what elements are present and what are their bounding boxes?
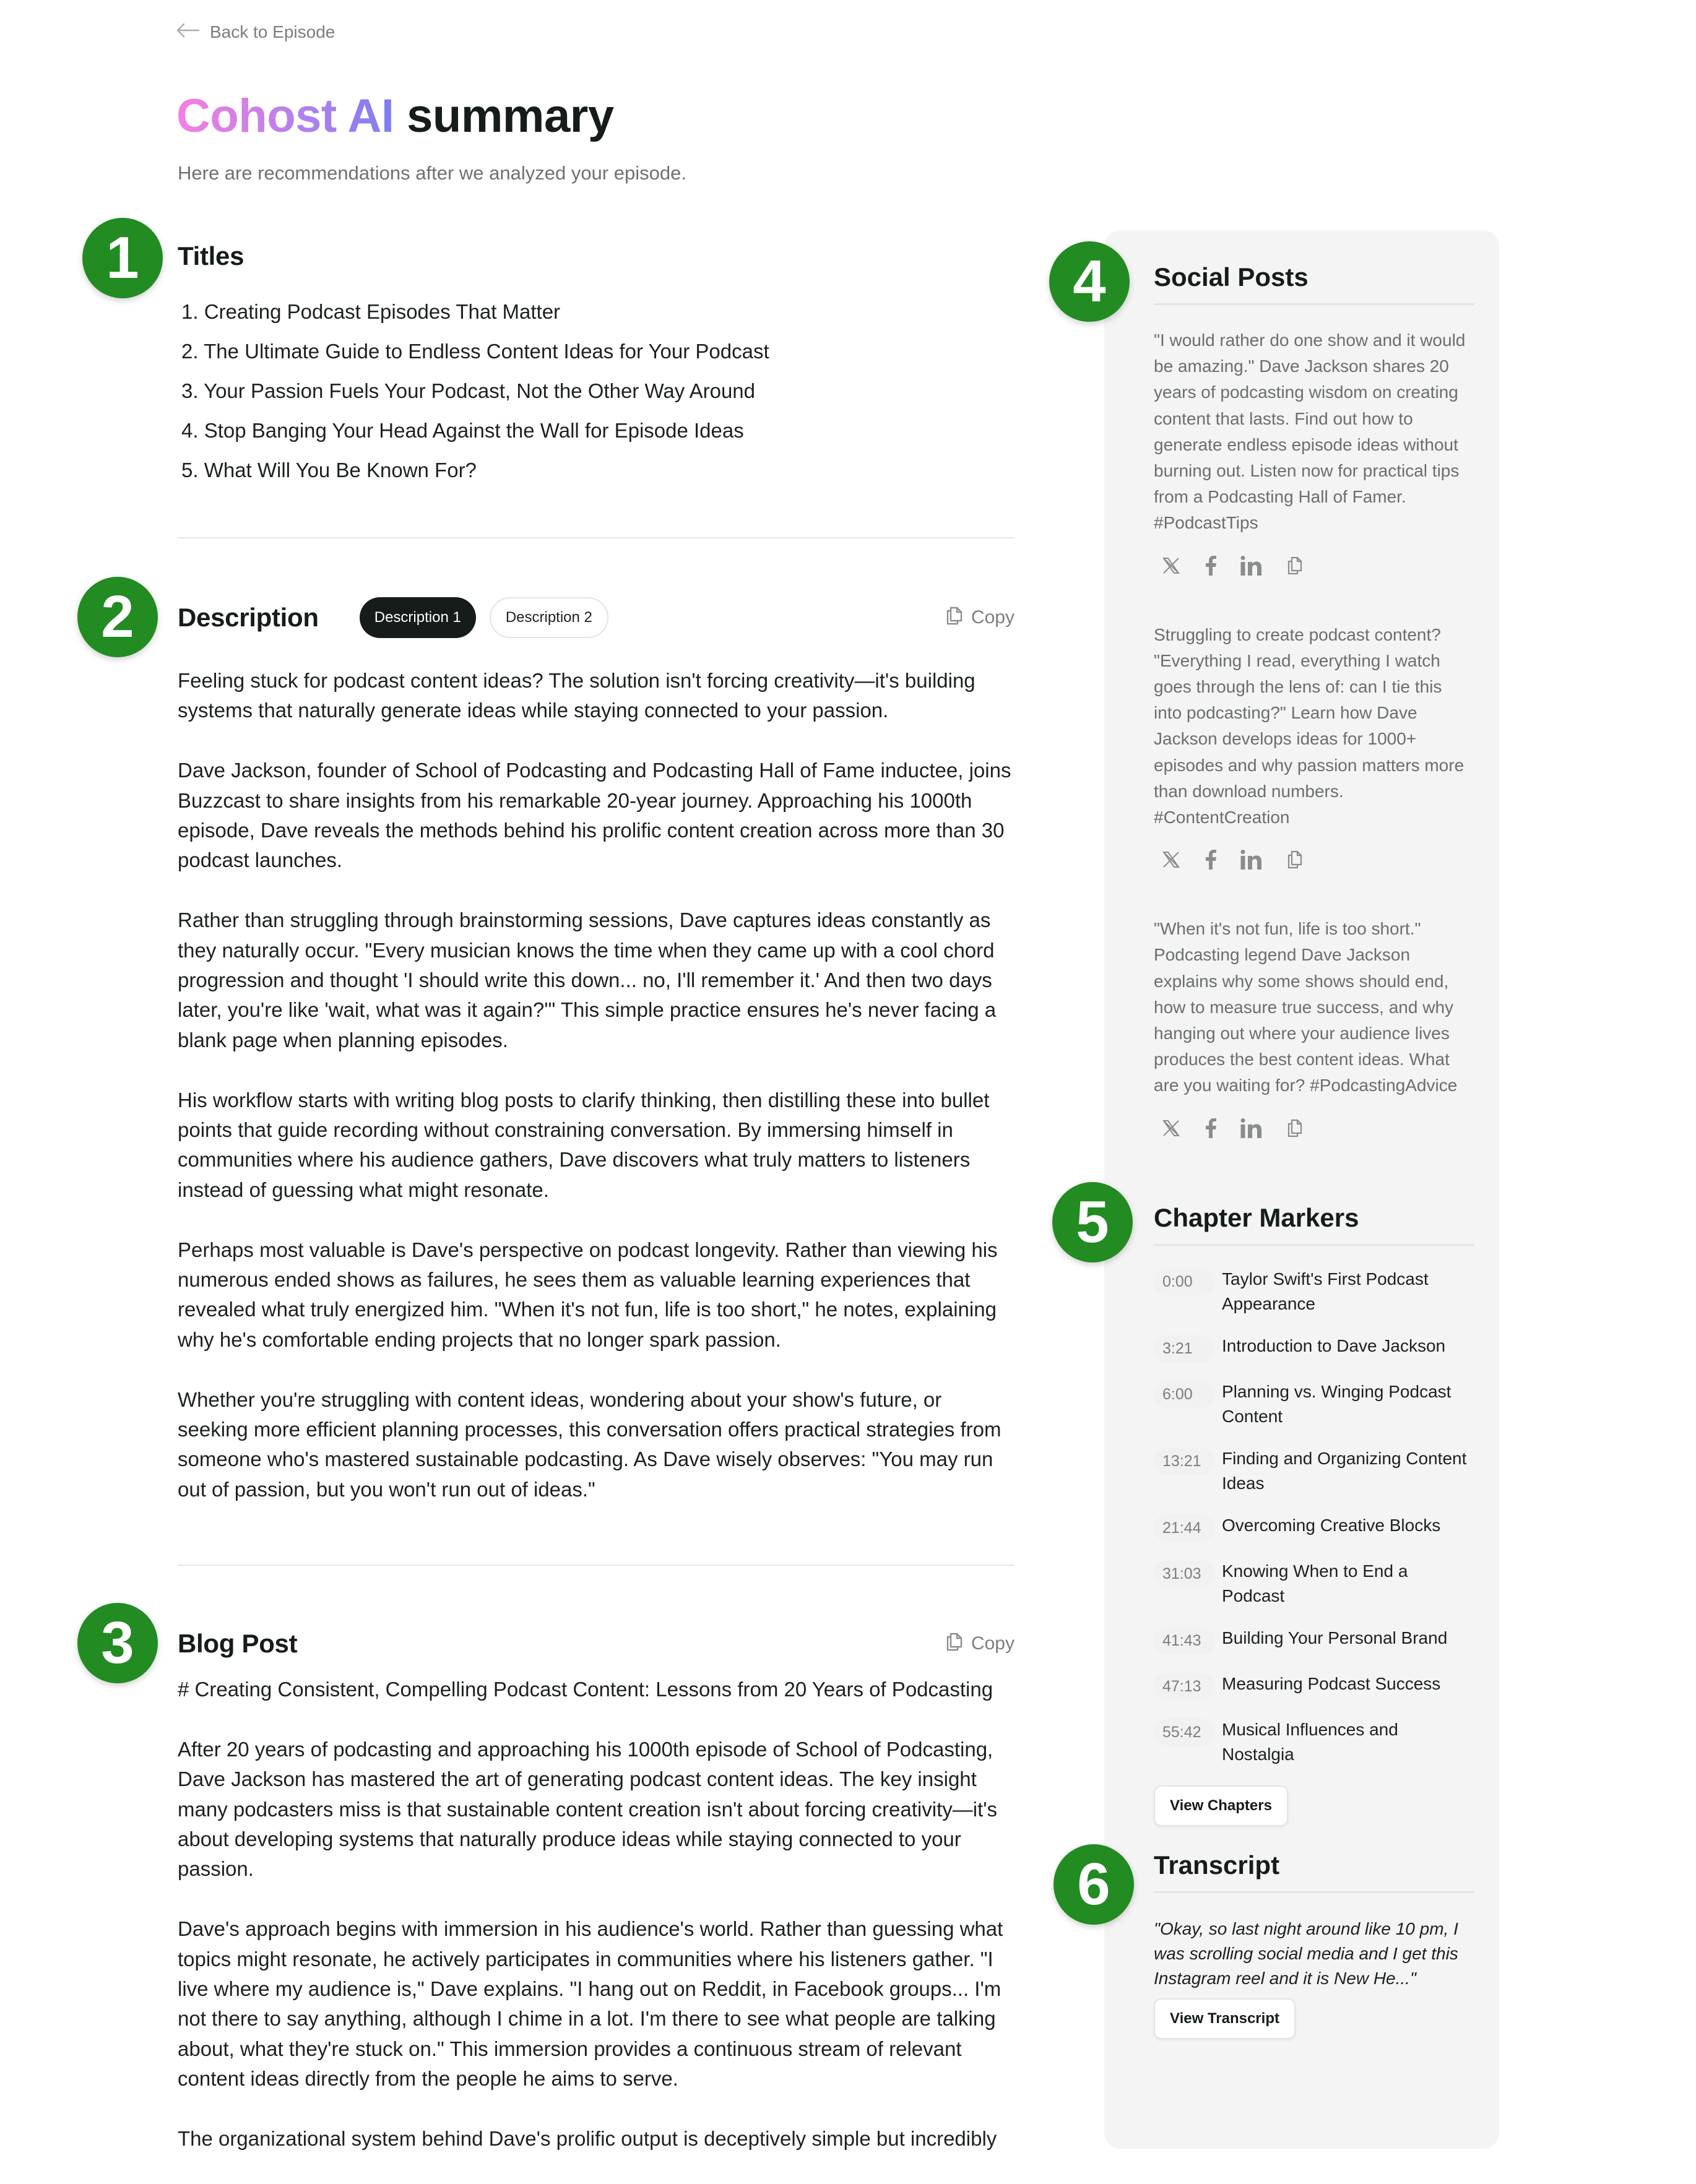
back-to-episode-link[interactable] [176, 22, 335, 42]
step-badge-1: 1 [82, 218, 163, 298]
chapter-item[interactable] [1154, 1513, 1474, 1542]
social-post-text: Struggling to create podcast content? "Everything I read, everything I watch goes through the lens of: can I tie this into podcasting?" Learn how Dave Jackson develops ideas for 1000+ episodes and why passion matters more than download numbers. #ContentCreation [1154, 624, 1465, 827]
social-posts-heading: Social Posts [1154, 262, 1474, 305]
copy-blog-button[interactable] [945, 1631, 1015, 1657]
chapter-timestamp: 3:21 [1154, 1335, 1214, 1362]
facebook-icon[interactable] [1205, 1118, 1217, 1138]
chapter-title: Overcoming Creative Blocks [1222, 1516, 1441, 1535]
chapter-title: Introduction to Dave Jackson [1222, 1336, 1446, 1355]
x-icon[interactable] [1161, 850, 1181, 870]
chapter-title: Taylor Swift's First Podcast Appearance [1222, 1269, 1429, 1313]
step-badge-2: 2 [77, 577, 158, 657]
chapter-item[interactable] [1154, 1626, 1474, 1654]
chapter-title: Building Your Personal Brand [1222, 1628, 1448, 1647]
chapter-title: Planning vs. Winging Podcast Content [1222, 1382, 1452, 1426]
chapter-markers-section [1154, 1203, 1474, 1826]
blog-paragraph: # Creating Consistent, Compelling Podcast Content: Lessons from 20 Years of Podcasting [178, 1678, 993, 1701]
chapter-timestamp: 0:00 [1154, 1268, 1214, 1295]
linkedin-icon[interactable] [1240, 850, 1263, 870]
description-paragraph: Perhaps most valuable is Dave's perspective on podcast longevity. Rather than viewing his numerous ended shows as failures, he sees them as valuable learning experiences that revealed what truly energized him. "When it's not fun, life is too short," he notes, explaining why he's comfortable ending projects that no longer spark passion. [178, 1238, 998, 1351]
x-icon[interactable] [1161, 1118, 1181, 1138]
copy-label: Copy [971, 1633, 1015, 1654]
chapter-item[interactable] [1154, 1334, 1474, 1362]
chapter-item[interactable] [1154, 1446, 1474, 1496]
arrow-left-icon [176, 22, 200, 42]
linkedin-icon[interactable] [1240, 556, 1263, 576]
chapter-item[interactable] [1154, 1379, 1474, 1429]
step-badge-4: 4 [1049, 241, 1130, 322]
social-post [1154, 327, 1474, 581]
title-item: 4. Stop Banging Your Head Against the Wall for Episode Ideas [181, 419, 744, 442]
chapter-title: Finding and Organizing Content Ideas [1222, 1449, 1467, 1493]
facebook-icon[interactable] [1205, 850, 1217, 870]
step-badge-3: 3 [77, 1603, 158, 1683]
view-transcript-button[interactable]: View Transcript [1154, 1998, 1296, 2039]
social-post-text: "When it's not fun, life is too short." Podcasting legend Dave Jackson explains why some shows should end, how to measure true success, and why hanging out where your audience lives produces the best content ideas. What are you waiting for? #PodcastingAdvice [1154, 919, 1458, 1095]
description-paragraph: His workflow starts with writing blog posts to clarify thinking, then distilling these into bullet points that guide recording without constraining conversation. By immersing himself in communities where his audience gathers, Dave discovers what truly matters to listeners instead of guessing what might resonate. [178, 1088, 990, 1201]
title-item: 2. The Ultimate Guide to Endless Content Ideas for Your Podcast [181, 340, 769, 363]
copy-label: Copy [971, 607, 1015, 628]
page-subtitle: Here are recommendations after we analyzed your episode. [178, 162, 686, 184]
share-icons [1154, 844, 1474, 875]
blog-paragraph: Dave's approach begins with immersion in his audience's world. Rather than guessing what topics might resonate, he actively participates in communities where his listeners gather. "I live where my audience is," Dave explains. "I hang out on Reddit, in Facebook groups... I'm not there to say anything, although I chime in a lot. I'm there to see what people are talking about, what they're stuck on." This immersion provides a continuous stream of relevant content ideas directly from the people he aims to serve. [178, 1917, 1003, 2091]
title-item: 3. Your Passion Fuels Your Podcast, Not the Other Way Around [181, 379, 755, 402]
description-paragraph: Whether you're struggling with content ideas, wondering about your show's future, or seeking more efficient planning processes, this conversation offers practical strategies from someone who's mastered sustainable podcasting. As Dave wisely observes: "You may run out of passion, but you won't run out of ideas." [178, 1388, 1002, 1501]
copy-description-button[interactable] [945, 605, 1015, 631]
social-posts-section [1154, 262, 1474, 1144]
transcript-excerpt: "Okay, so last night around like 10 pm, I was scrolling social media and I get this Instagram reel and it is New He..." [1154, 1919, 1458, 1988]
chapter-timestamp: 6:00 [1154, 1381, 1214, 1408]
copy-icon[interactable] [1286, 556, 1304, 576]
description-heading: Description [178, 603, 319, 632]
brand-name: Cohost AI [176, 90, 394, 142]
description-paragraph: Rather than struggling through brainstorming sessions, Dave captures ideas constantly as they naturally occur. "Every musician knows the time when they came up with a cool chord progression and thought 'I should write this down... no, I'll remember it.' And then two days later, you're like 'wait, what was it again?'" This simple practice ensures he's never facing a blank page when planning episodes. [178, 909, 997, 1051]
tab-description-2[interactable]: Description 2 [490, 597, 608, 638]
description-paragraph: Feeling stuck for podcast content ideas? The solution isn't forcing creativity—it's building systems that naturally generate ideas while staying connected to your passion. [178, 669, 976, 722]
x-icon[interactable] [1161, 556, 1181, 576]
step-badge-6: 6 [1054, 1844, 1134, 1925]
title-item: 5. What Will You Be Known For? [181, 459, 477, 481]
chapter-title: Musical Influences and Nostalgia [1222, 1720, 1398, 1764]
chapter-timestamp: 47:13 [1154, 1673, 1214, 1700]
chapter-item[interactable] [1154, 1717, 1474, 1767]
blog-paragraph: The organizational system behind Dave's prolific output is deceptively simple but incredibly [178, 2127, 997, 2151]
chapter-markers-heading: Chapter Markers [1154, 1203, 1474, 1246]
transcript-section [1154, 1850, 1474, 2039]
social-post-text: "I would rather do one show and it would be amazing." Dave Jackson shares 20 years of podcasting wisdom on creating content that lasts. Find out how to generate endless episode ideas without burning out. Listen now for practical tips from a Podcasting Hall of Famer. #PodcastTips [1154, 330, 1466, 533]
chapter-timestamp: 13:21 [1154, 1448, 1214, 1475]
copy-icon[interactable] [1286, 850, 1304, 870]
blog-header [178, 1621, 1015, 1666]
chapter-title: Knowing When to End a Podcast [1222, 1561, 1408, 1605]
chapter-list [1154, 1267, 1474, 1767]
chapter-title: Measuring Podcast Success [1222, 1674, 1441, 1693]
chapter-timestamp: 55:42 [1154, 1719, 1214, 1746]
section-divider [178, 537, 1015, 538]
chapter-timestamp: 21:44 [1154, 1514, 1214, 1542]
share-icons [1154, 550, 1474, 581]
chapter-item[interactable] [1154, 1267, 1474, 1316]
blog-body [178, 1675, 1015, 2184]
titles-list [181, 292, 769, 490]
description-body [178, 666, 1015, 1535]
back-label: Back to Episode [210, 22, 335, 41]
title-suffix: summary [407, 90, 614, 142]
chapter-item[interactable] [1154, 1672, 1474, 1700]
title-item: 1. Creating Podcast Episodes That Matter [181, 300, 561, 323]
social-post [1154, 916, 1474, 1143]
titles-heading: Titles [178, 241, 244, 270]
section-divider [178, 1565, 1015, 1566]
description-header [178, 595, 1015, 640]
view-chapters-button[interactable]: View Chapters [1154, 1785, 1288, 1826]
chapter-timestamp: 41:43 [1154, 1627, 1214, 1654]
blog-paragraph: After 20 years of podcasting and approaching his 1000th episode of School of Podcasting, Dave Jackson has mastered the art of generating podcast content ideas. The key insight many podcasters miss is that sustainable content creation isn't about forcing creativity—it's about developing systems that naturally produce ideas while staying connected to your passion. [178, 1737, 998, 1881]
step-badge-5: 5 [1052, 1182, 1133, 1262]
linkedin-icon[interactable] [1240, 1118, 1263, 1138]
copy-icon [945, 605, 964, 631]
description-paragraph: Dave Jackson, founder of School of Podcasting and Podcasting Hall of Fame inductee, joins Buzzcast to share insights from his remarkable 20-year journey. Approaching his 1000th episode, Dave reveals the methods behind his prolific content creation across more than 30 podcast launches. [178, 759, 1011, 872]
share-icons [1154, 1113, 1474, 1144]
facebook-icon[interactable] [1205, 556, 1217, 576]
blog-heading: Blog Post [178, 1629, 298, 1658]
page-title [176, 90, 614, 142]
social-post [1154, 622, 1474, 876]
chapter-timestamp: 31:03 [1154, 1560, 1214, 1587]
copy-icon [945, 1631, 964, 1657]
transcript-heading: Transcript [1154, 1850, 1474, 1893]
tab-description-1[interactable]: Description 1 [360, 597, 476, 638]
chapter-item[interactable] [1154, 1559, 1474, 1608]
copy-icon[interactable] [1286, 1118, 1304, 1138]
